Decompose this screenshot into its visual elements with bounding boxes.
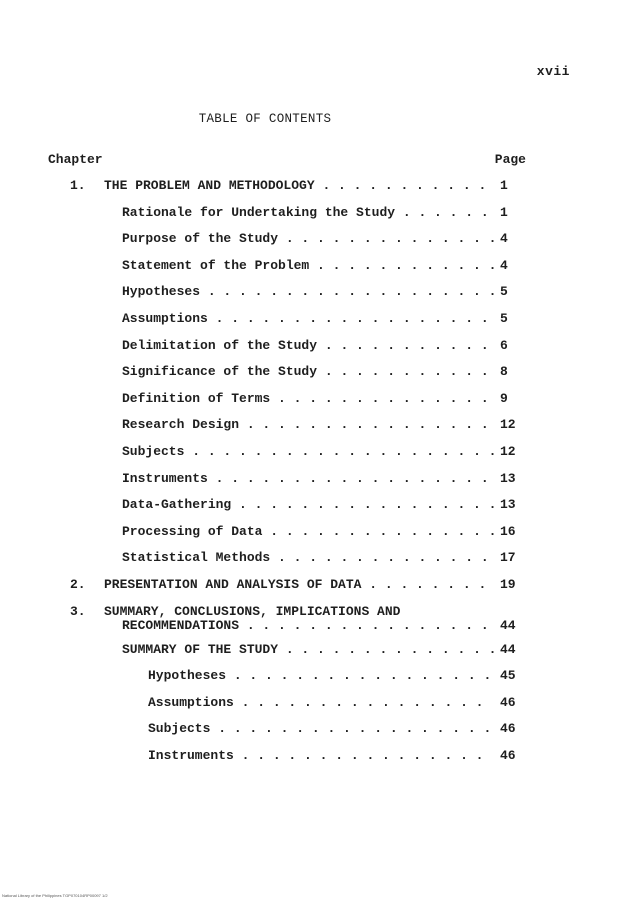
entry-title: PRESENTATION AND ANALYSIS OF DATA . . . bbox=[104, 576, 494, 594]
chapter-number: 2. bbox=[70, 576, 86, 592]
entry-title: Significance of the Study . . . bbox=[122, 363, 494, 381]
entry-title: Research Design . . . bbox=[122, 416, 494, 434]
entry-page: 5 bbox=[500, 284, 508, 300]
entry-page: 4 bbox=[500, 231, 508, 247]
toc-entry[interactable] bbox=[0, 641, 622, 668]
entry-page: 45 bbox=[500, 668, 516, 684]
toc-entries bbox=[0, 177, 622, 773]
entry-title: Subjects . . . bbox=[122, 443, 494, 461]
entry-page: 44 bbox=[500, 641, 516, 657]
entry-page: 6 bbox=[500, 337, 508, 353]
entry-page: 8 bbox=[500, 364, 508, 380]
entry-title: SUMMARY OF THE STUDY . . . bbox=[122, 641, 494, 659]
entry-title: Hypotheses . . . bbox=[122, 283, 494, 301]
chapter-number: 1. bbox=[70, 178, 86, 193]
entry-page: 9 bbox=[500, 390, 508, 406]
entry-page: 1 bbox=[500, 204, 508, 220]
entry-page: 13 bbox=[500, 497, 516, 513]
entry-page: 12 bbox=[500, 443, 516, 459]
entry-title: THE PROBLEM AND METHODOLOGY . . . bbox=[104, 177, 494, 195]
entry-title: Assumptions . . . bbox=[148, 694, 494, 712]
toc-entry[interactable] bbox=[0, 416, 622, 443]
entry-title-continued: RECOMMENDATIONS . . . bbox=[122, 617, 494, 635]
entry-page: 46 bbox=[500, 721, 516, 737]
toc-entry[interactable] bbox=[0, 390, 622, 417]
toc-entry[interactable] bbox=[0, 523, 622, 550]
toc-entry[interactable] bbox=[0, 694, 622, 721]
entry-page: 19 bbox=[500, 576, 516, 592]
entry-title: Hypotheses . . . bbox=[148, 667, 494, 685]
toc-entry[interactable] bbox=[0, 720, 622, 747]
entry-title: Rationale for Undertaking the Study . . . bbox=[122, 204, 494, 222]
toc-entry[interactable] bbox=[0, 443, 622, 470]
toc-entry[interactable] bbox=[0, 747, 622, 774]
chapter-column-header: Chapter bbox=[48, 152, 103, 167]
toc-entry[interactable] bbox=[0, 667, 622, 694]
toc-entry[interactable] bbox=[0, 230, 622, 257]
page-title: TABLE OF CONTENTS bbox=[198, 112, 332, 126]
entry-title: Instruments . . . bbox=[148, 747, 494, 765]
entry-title: Delimitation of the Study . . . bbox=[122, 337, 494, 355]
toc-entry[interactable] bbox=[0, 283, 622, 310]
entry-title: Instruments . . . bbox=[122, 470, 494, 488]
entry-title: Definition of Terms . . . bbox=[122, 390, 494, 408]
toc-entry[interactable] bbox=[0, 310, 622, 337]
toc-entry[interactable] bbox=[0, 549, 622, 576]
toc-entry[interactable] bbox=[0, 257, 622, 284]
entry-page: 17 bbox=[500, 550, 516, 566]
entry-page: 4 bbox=[500, 257, 508, 273]
page-column-header: Page bbox=[494, 152, 526, 167]
entry-page: 46 bbox=[500, 747, 516, 763]
toc-entry[interactable] bbox=[0, 177, 622, 204]
entry-title: Statement of the Problem . . . bbox=[122, 257, 494, 275]
entry-title: Statistical Methods . . . bbox=[122, 549, 494, 567]
entry-title: Subjects . . . bbox=[148, 720, 494, 738]
entry-title: SUMMARY, CONCLUSIONS, IMPLICATIONS AND bbox=[104, 603, 401, 619]
entry-page: 16 bbox=[500, 523, 516, 539]
toc-entry[interactable] bbox=[0, 496, 622, 523]
toc-entry[interactable] bbox=[0, 603, 622, 641]
entry-page: 12 bbox=[500, 417, 516, 433]
entry-page: 13 bbox=[500, 470, 516, 486]
toc-entry[interactable] bbox=[0, 337, 622, 364]
entry-title: Purpose of the Study . . . bbox=[122, 230, 494, 248]
entry-page: 5 bbox=[500, 310, 508, 326]
toc-entry[interactable] bbox=[0, 204, 622, 231]
entry-title: Processing of Data . . . bbox=[122, 523, 494, 541]
entry-page: 1 bbox=[500, 178, 508, 193]
toc-entry[interactable] bbox=[0, 576, 622, 603]
entry-title: Data-Gathering . . . bbox=[122, 496, 494, 514]
toc-entry[interactable] bbox=[0, 363, 622, 390]
chapter-number: 3. bbox=[70, 603, 86, 619]
entry-title: Assumptions . . . bbox=[122, 310, 494, 328]
toc-entry[interactable] bbox=[0, 470, 622, 497]
entry-page: 44 bbox=[500, 617, 516, 633]
entry-page: 46 bbox=[500, 694, 516, 710]
footer-note: National Library of the Philippines TGP070104RP00097 1/2 bbox=[2, 893, 108, 898]
page-number: xvii bbox=[536, 64, 570, 79]
